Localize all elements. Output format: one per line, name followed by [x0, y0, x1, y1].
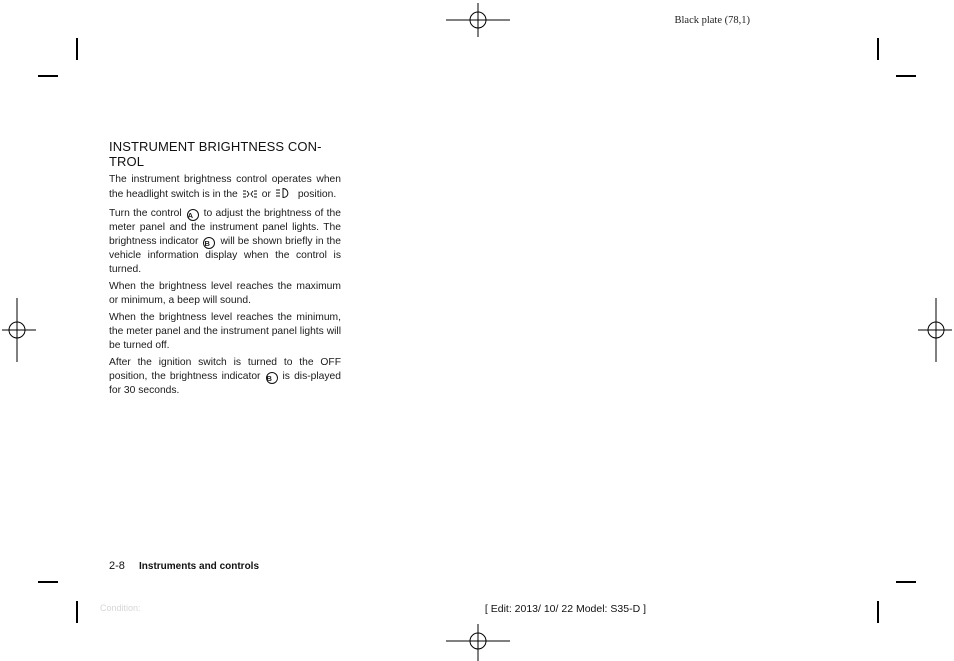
marker-b-icon: B [203, 237, 215, 249]
registration-mark-icon [446, 3, 510, 37]
page-number: 2-8 [109, 560, 125, 572]
crop-mark [877, 601, 879, 623]
plate-label: Black plate (78,1) [674, 15, 750, 26]
section-heading-line: TROL [109, 153, 145, 169]
paragraph: When the brightness level reaches the minimum, the meter panel and the instrument panel lights will be turned off. [109, 312, 341, 351]
paragraph: After the ignition switch is turned to the OFF position, the brightness indicator B is dis-played for 30 seconds. [109, 357, 342, 396]
section-heading [109, 140, 349, 169]
side-light-icon [242, 189, 258, 204]
paragraph: The instrument brightness control operates when the headlight switch is in the or position. [109, 173, 341, 204]
crop-mark [38, 581, 58, 583]
section-heading-line: INSTRUMENT BRIGHTNESS CON- [109, 139, 322, 154]
crop-mark [896, 75, 916, 77]
registration-mark-icon [918, 298, 952, 362]
marker-a-icon: A [187, 209, 199, 221]
registration-mark-icon [2, 298, 36, 362]
headlight-icon [275, 187, 291, 204]
crop-mark [38, 75, 58, 77]
paragraph: Turn the control A to adjust the brightness of the meter panel and the instrument panel lights. The brightness indicator B will be shown briefly in the vehicle information display when the control is turned. [109, 208, 341, 275]
crop-mark [76, 601, 78, 623]
edit-info: [ Edit: 2013/ 10/ 22 Model: S35-D ] [484, 603, 646, 615]
crop-mark [76, 38, 78, 60]
body-text [109, 173, 341, 401]
crop-mark [877, 38, 879, 60]
crop-mark [896, 581, 916, 583]
chapter-title: Instruments and controls [139, 561, 260, 572]
marker-b-icon: B [266, 372, 278, 384]
paragraph: When the brightness level reaches the maximum or minimum, a beep will sound. [109, 281, 341, 306]
condition-label: Condition: [100, 603, 141, 613]
registration-mark-icon [446, 624, 510, 661]
